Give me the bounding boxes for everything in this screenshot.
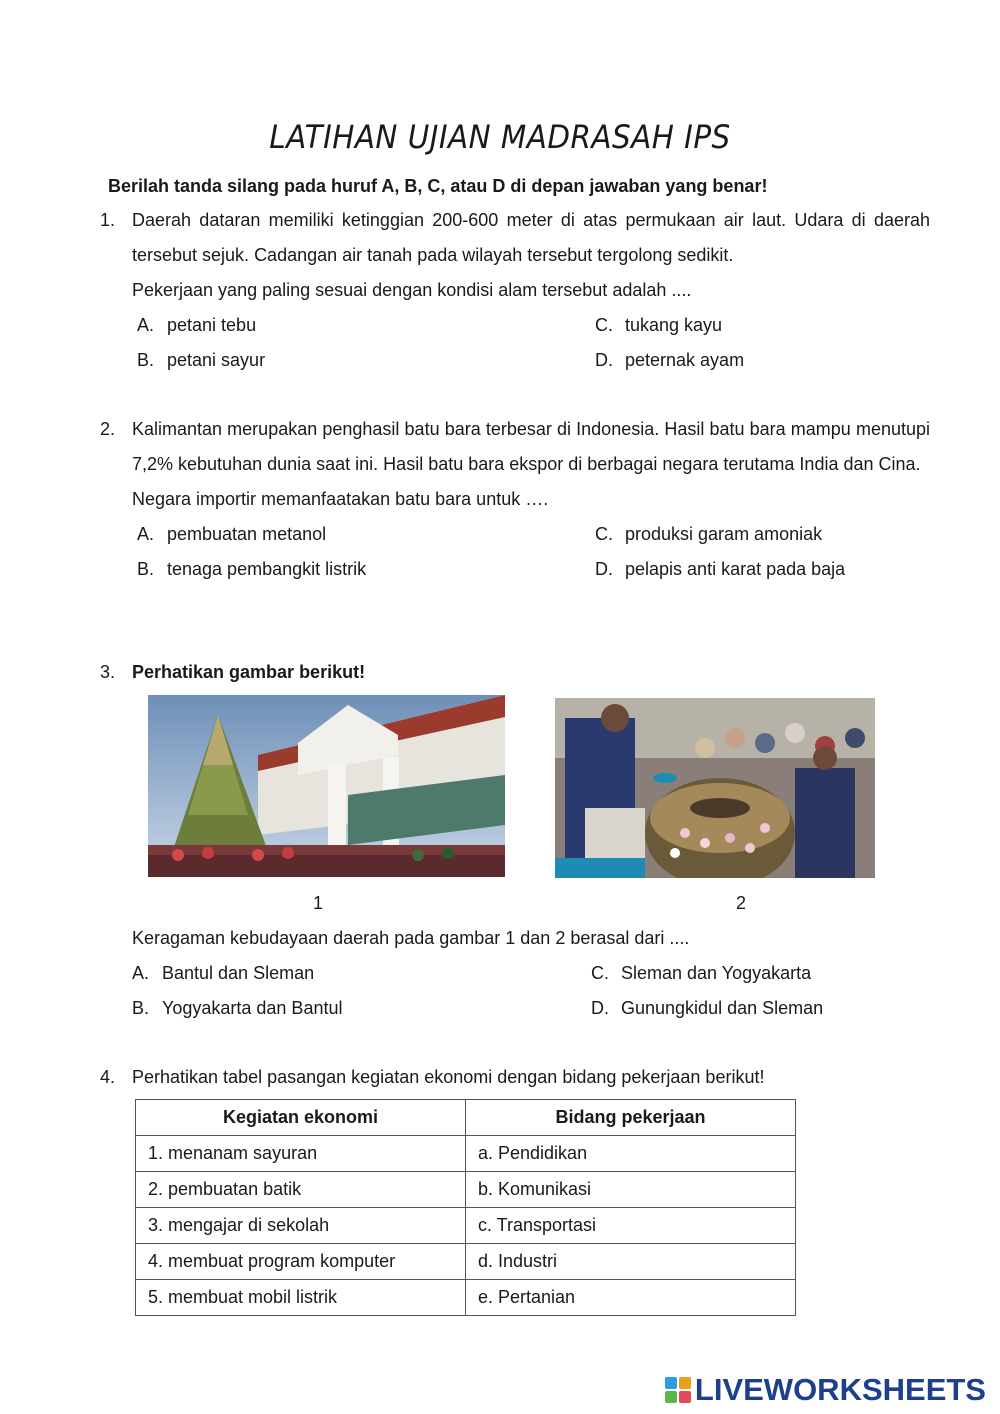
image-caption-2: 2: [736, 893, 747, 913]
table-header-row: [136, 1100, 796, 1136]
table-cell: 4. membuat program komputer: [136, 1244, 466, 1280]
page-title: LATIHAN UJIAN MADRASAH IPS: [269, 118, 731, 156]
option-d[interactable]: D. peternak ayam: [595, 350, 745, 370]
question-number: 3.: [100, 662, 116, 682]
gunungan-image: [148, 695, 505, 877]
question-3-prompt-block: [132, 921, 932, 1026]
question-number: 2.: [100, 419, 116, 439]
question-text: Perhatikan gambar berikut!: [132, 662, 366, 682]
question-3: [100, 655, 930, 690]
options: [132, 308, 930, 378]
table-row: [136, 1136, 796, 1172]
option-b[interactable]: B. Yogyakarta dan Bantul: [132, 998, 343, 1018]
question-prompt: Negara importir memanfaatakan batu bara untuk ….: [132, 489, 549, 509]
table-cell: d. Industri: [466, 1244, 796, 1280]
table-cell: 5. membuat mobil listrik: [136, 1280, 466, 1316]
image-caption-1: 1: [313, 893, 324, 913]
option-c[interactable]: C. tukang kayu: [595, 315, 723, 335]
table-cell: 3. mengajar di sekolah: [136, 1208, 466, 1244]
table-cell: 1. menanam sayuran: [136, 1136, 466, 1172]
instruction: Berilah tanda silang pada huruf A, B, C, atau D di depan jawaban yang benar!: [108, 176, 768, 196]
question-4: [100, 1060, 930, 1095]
question-prompt: Pekerjaan yang paling sesuai dengan kondisi alam tersebut adalah ....: [132, 280, 692, 300]
table-row: [136, 1208, 796, 1244]
economy-table: [135, 1099, 796, 1316]
option-c[interactable]: C. produksi garam amoniak: [595, 524, 823, 544]
table-cell: a. Pendidikan: [466, 1136, 796, 1172]
table-cell: 2. pembuatan batik: [136, 1172, 466, 1208]
photo-gunungan: [148, 695, 505, 877]
option-a[interactable]: A. pembuatan metanol: [137, 524, 327, 544]
table-row: [136, 1172, 796, 1208]
option-d[interactable]: D. pelapis anti karat pada baja: [595, 559, 846, 579]
liveworksheets-logo[interactable]: [665, 1372, 986, 1408]
option-a[interactable]: A. Bantul dan Sleman: [132, 963, 315, 983]
option-c[interactable]: C. Sleman dan Yogyakarta: [591, 963, 812, 983]
question-text: Kalimantan merupakan penghasil batu bara terbesar di Indonesia. Hasil batu bara mampu menutupi 7,2% kebutuhan dunia saat ini. Hasil batu bara ekspor di berbagai negara terutama India dan Cina.: [132, 419, 930, 474]
table-cell: c. Transportasi: [466, 1208, 796, 1244]
question-2: [100, 412, 930, 587]
option-b[interactable]: B. tenaga pembangkit listrik: [137, 559, 367, 579]
question-1: [100, 203, 930, 378]
ritual-image: [555, 698, 875, 878]
option-b[interactable]: B. petani sayur: [137, 350, 266, 370]
option-d[interactable]: D. Gunungkidul dan Sleman: [591, 998, 824, 1018]
photo-ritual: [555, 698, 875, 878]
logo-text: LIVEWORKSHEETS: [694, 1372, 986, 1407]
table-cell: e. Pertanian: [466, 1280, 796, 1316]
table-header: Kegiatan ekonomi: [136, 1100, 466, 1136]
options: [132, 956, 932, 1026]
table-cell: b. Komunikasi: [466, 1172, 796, 1208]
question-text: Daerah dataran memiliki ketinggian 200-600 meter di atas permukaan air laut. Udara di daerah tersebut sejuk. Cadangan air tanah pada wilayah tersebut tergolong sedikit.: [132, 210, 930, 265]
question-number: 4.: [100, 1067, 116, 1087]
table-header: Bidang pekerjaan: [466, 1100, 796, 1136]
options: [132, 517, 930, 587]
question-text: Perhatikan tabel pasangan kegiatan ekonomi dengan bidang pekerjaan berikut!: [132, 1067, 765, 1087]
table-row: [136, 1280, 796, 1316]
logo-icon: [665, 1377, 691, 1403]
question-prompt: Keragaman kebudayaan daerah pada gambar 1 dan 2 berasal dari ....: [132, 928, 690, 948]
option-a[interactable]: A. petani tebu: [137, 315, 257, 335]
question-number: 1.: [100, 210, 116, 230]
table-row: [136, 1244, 796, 1280]
